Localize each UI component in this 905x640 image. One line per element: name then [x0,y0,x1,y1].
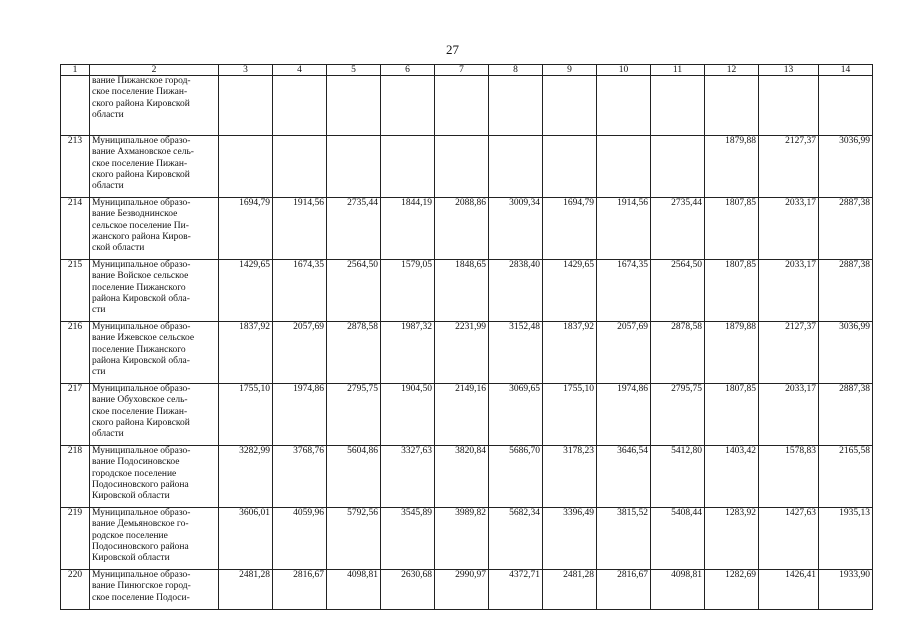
column-header-7: 7 [435,65,489,76]
value-cell-col-5 [327,76,381,136]
table-row [61,198,873,260]
value-cell-col-8 [489,76,543,136]
municipality-name: Муниципальное образо- вание Демьяновское го- родское поселение Подосиновского района Кировской области [90,508,219,570]
column-header-14: 14 [819,65,873,76]
value-cell-col-12 [705,76,759,136]
row-number: 217 [61,384,90,446]
value-cell-col-6 [381,136,435,198]
value-cell-col-8: 2838,40 [489,260,543,322]
value-cell-col-13 [759,76,819,136]
value-cell-col-13: 2127,37 [759,136,819,198]
value-cell-col-7: 2231,99 [435,322,489,384]
municipality-name: вание Пижанское город- ское поселение Пижан- ского района Кировской области [90,76,219,136]
value-cell-col-14: 3036,99 [819,322,873,384]
value-cell-col-14: 2887,38 [819,198,873,260]
value-cell-col-6: 1987,32 [381,322,435,384]
page-number: 27 [446,42,459,57]
value-cell-col-4: 1974,86 [273,384,327,446]
column-header-11: 11 [651,65,705,76]
value-cell-col-5: 2878,58 [327,322,381,384]
value-cell-col-9: 1837,92 [543,322,597,384]
column-header-6: 6 [381,65,435,76]
value-cell-col-8: 3152,48 [489,322,543,384]
column-header-8: 8 [489,65,543,76]
table-header-row [61,65,873,76]
value-cell-col-5: 2735,44 [327,198,381,260]
value-cell-col-3: 3282,99 [219,446,273,508]
value-cell-col-12: 1807,85 [705,198,759,260]
value-cell-col-13: 2127,37 [759,322,819,384]
column-header-10: 10 [597,65,651,76]
row-number [61,76,90,136]
value-cell-col-11: 2795,75 [651,384,705,446]
column-header-13: 13 [759,65,819,76]
value-cell-col-6: 3327,63 [381,446,435,508]
value-cell-col-13: 2033,17 [759,198,819,260]
value-cell-col-9: 1755,10 [543,384,597,446]
value-cell-col-10: 3646,54 [597,446,651,508]
row-number: 218 [61,446,90,508]
table-row [61,76,873,136]
value-cell-col-3 [219,76,273,136]
value-cell-col-10: 2057,69 [597,322,651,384]
value-cell-col-6: 1904,50 [381,384,435,446]
value-cell-col-14: 2887,38 [819,384,873,446]
value-cell-col-6: 1579,05 [381,260,435,322]
value-cell-col-9: 1694,79 [543,198,597,260]
value-cell-col-10: 3815,52 [597,508,651,570]
value-cell-col-7: 2990,97 [435,570,489,610]
value-cell-col-10: 1914,56 [597,198,651,260]
municipality-name: Муниципальное образо- вание Подосиновское городское поселение Подосиновского района Кировской области [90,446,219,508]
value-cell-col-3: 1694,79 [219,198,273,260]
value-cell-col-8: 3009,34 [489,198,543,260]
municipality-name: Муниципальное образо- вание Обуховское сель- ское поселение Пижан- ского района Кировской области [90,384,219,446]
table-row [61,260,873,322]
value-cell-col-9: 3396,49 [543,508,597,570]
value-cell-col-11: 5412,80 [651,446,705,508]
value-cell-col-6 [381,76,435,136]
value-cell-col-4: 3768,76 [273,446,327,508]
value-cell-col-10 [597,136,651,198]
value-cell-col-14: 2887,38 [819,260,873,322]
value-cell-col-12: 1807,85 [705,260,759,322]
row-number: 215 [61,260,90,322]
value-cell-col-12: 1879,88 [705,322,759,384]
value-cell-col-7: 1848,65 [435,260,489,322]
value-cell-col-14: 2165,58 [819,446,873,508]
value-cell-col-14 [819,76,873,136]
value-cell-col-12: 1403,42 [705,446,759,508]
value-cell-col-4: 1914,56 [273,198,327,260]
value-cell-col-13: 2033,17 [759,384,819,446]
value-cell-col-13: 1427,63 [759,508,819,570]
value-cell-col-4: 1674,35 [273,260,327,322]
value-cell-col-5: 5604,86 [327,446,381,508]
value-cell-col-4: 2057,69 [273,322,327,384]
value-cell-col-12: 1282,69 [705,570,759,610]
value-cell-col-4: 2816,67 [273,570,327,610]
value-cell-col-13: 1578,83 [759,446,819,508]
value-cell-col-7: 3989,82 [435,508,489,570]
value-cell-col-3 [219,136,273,198]
value-cell-col-3: 1429,65 [219,260,273,322]
value-cell-col-11 [651,136,705,198]
value-cell-col-8: 3069,65 [489,384,543,446]
column-header-3: 3 [219,65,273,76]
column-header-12: 12 [705,65,759,76]
column-header-9: 9 [543,65,597,76]
value-cell-col-8: 4372,71 [489,570,543,610]
column-header-1: 1 [61,65,90,76]
value-cell-col-14: 1935,13 [819,508,873,570]
value-cell-col-3: 1755,10 [219,384,273,446]
value-cell-col-6: 1844,19 [381,198,435,260]
value-cell-col-11: 4098,81 [651,570,705,610]
municipality-name: Муниципальное образо- вание Ижевское сельское поселение Пижанского района Кировской обла- сти [90,322,219,384]
value-cell-col-7 [435,136,489,198]
row-number: 216 [61,322,90,384]
value-cell-col-14: 3036,99 [819,136,873,198]
value-cell-col-11 [651,76,705,136]
value-cell-col-10: 2816,67 [597,570,651,610]
value-cell-col-8: 5686,70 [489,446,543,508]
municipality-name: Муниципальное образо- вание Ахмановское сель- ское поселение Пижан- ского района Кировской области [90,136,219,198]
value-cell-col-11: 5408,44 [651,508,705,570]
row-number: 214 [61,198,90,260]
value-cell-col-5: 5792,56 [327,508,381,570]
column-header-2: 2 [90,65,219,76]
value-cell-col-3: 3606,01 [219,508,273,570]
data-table [60,64,873,610]
value-cell-col-6: 3545,89 [381,508,435,570]
row-number: 220 [61,570,90,610]
value-cell-col-4 [273,136,327,198]
value-cell-col-3: 2481,28 [219,570,273,610]
value-cell-col-4: 4059,96 [273,508,327,570]
value-cell-col-13: 1426,41 [759,570,819,610]
value-cell-col-7: 2088,86 [435,198,489,260]
value-cell-col-9: 3178,23 [543,446,597,508]
value-cell-col-7: 2149,16 [435,384,489,446]
value-cell-col-8 [489,136,543,198]
value-cell-col-5: 4098,81 [327,570,381,610]
table-row [61,446,873,508]
table-row [61,570,873,610]
municipality-name: Муниципальное образо- вание Войское сельское поселение Пижанского района Кировской обла- сти [90,260,219,322]
municipality-name: Муниципальное образо- вание Безводнинское сельское поселение Пи- жанского района Киров- ской области [90,198,219,260]
value-cell-col-9: 2481,28 [543,570,597,610]
value-cell-col-11: 2878,58 [651,322,705,384]
value-cell-col-10: 1974,86 [597,384,651,446]
value-cell-col-5 [327,136,381,198]
value-cell-col-5: 2795,75 [327,384,381,446]
row-number: 219 [61,508,90,570]
table-row [61,384,873,446]
value-cell-col-3: 1837,92 [219,322,273,384]
value-cell-col-9 [543,136,597,198]
value-cell-col-9: 1429,65 [543,260,597,322]
value-cell-col-12: 1879,88 [705,136,759,198]
value-cell-col-5: 2564,50 [327,260,381,322]
value-cell-col-13: 2033,17 [759,260,819,322]
value-cell-col-6: 2630,68 [381,570,435,610]
value-cell-col-12: 1283,92 [705,508,759,570]
municipality-name: Муниципальное образо- вание Пинюгское город- ское поселение Подоси- [90,570,219,610]
value-cell-col-7: 3820,84 [435,446,489,508]
value-cell-col-8: 5682,34 [489,508,543,570]
value-cell-col-12: 1807,85 [705,384,759,446]
value-cell-col-10: 1674,35 [597,260,651,322]
column-header-4: 4 [273,65,327,76]
column-header-5: 5 [327,65,381,76]
value-cell-col-11: 2735,44 [651,198,705,260]
value-cell-col-10 [597,76,651,136]
value-cell-col-11: 2564,50 [651,260,705,322]
value-cell-col-4 [273,76,327,136]
value-cell-col-14: 1933,90 [819,570,873,610]
table-row [61,322,873,384]
value-cell-col-9 [543,76,597,136]
table-row [61,136,873,198]
row-number: 213 [61,136,90,198]
table-row [61,508,873,570]
value-cell-col-7 [435,76,489,136]
